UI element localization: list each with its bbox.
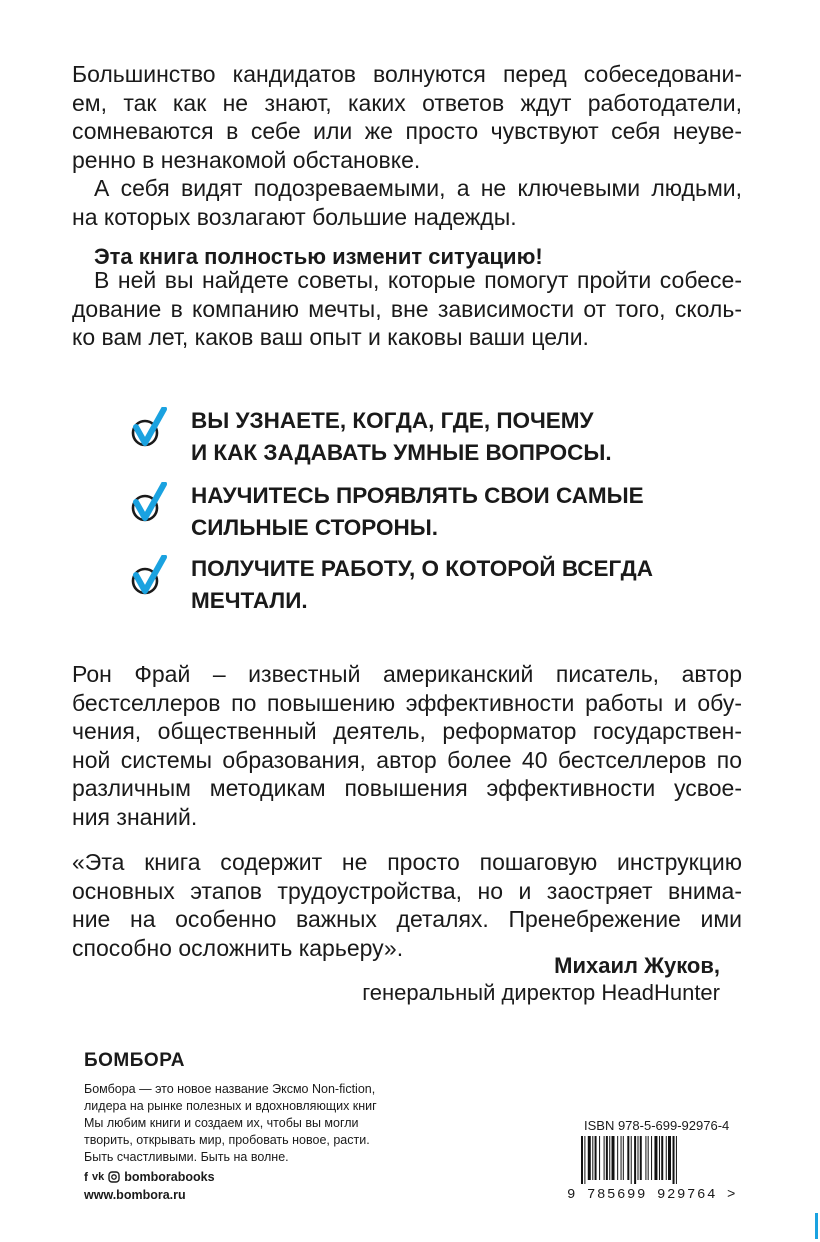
barcode-bar <box>673 1136 675 1184</box>
barcode-bar <box>617 1136 618 1180</box>
barcode-bar <box>634 1136 636 1184</box>
text-line: ния знаний. <box>72 803 198 830</box>
barcode-bar <box>584 1136 585 1184</box>
text-line: А себя видят подозреваемыми, а не ключевыми людьми, <box>94 175 742 201</box>
barcode-bar <box>612 1136 615 1180</box>
intro-paragraph <box>72 60 742 231</box>
text-line: дование в компанию мечты, вне зависимости от того, сколь- <box>72 295 742 322</box>
intro2-paragraph <box>72 266 742 352</box>
text-line: на которых возлагают большие надежды. <box>72 203 517 230</box>
text-line: ренно в незнакомой обстановке. <box>72 146 421 173</box>
text-line: ной системы образования, автор более 40 бестселлеров по <box>72 746 742 773</box>
quote-author-name: Михаил Жуков, <box>554 953 720 978</box>
text-line: сомневаются в себе или же просто чувствуют себя неуве- <box>72 118 742 144</box>
text-line: творить, открывать мир, пробовать новое, расти. <box>84 1133 370 1147</box>
bullet-line: ПОЛУЧИТЕ РАБОТУ, О КОТОРОЙ ВСЕГДА <box>191 556 653 581</box>
text-line: Рон Фрай – известный американский писатель, автор <box>72 661 742 687</box>
barcode-bar <box>599 1136 600 1180</box>
barcode-bar <box>609 1136 610 1180</box>
barcode-bar <box>631 1136 632 1184</box>
barcode-bar <box>676 1136 677 1184</box>
social-links <box>84 1170 215 1184</box>
barcode-bar <box>621 1136 622 1180</box>
bullet-text <box>191 405 731 469</box>
barcode-bar <box>606 1136 608 1180</box>
text-line: чения, общественный деятель, реформатор государствен- <box>72 718 742 744</box>
bullet-line: СИЛЬНЫЕ СТОРОНЫ. <box>191 515 439 540</box>
website-link[interactable]: www.bombora.ru <box>84 1188 186 1202</box>
text-line: Бомбора — это новое название Эксмо Non-fiction, <box>84 1082 376 1096</box>
text-line: бестселлеров по повышению эффективности работы и обу- <box>72 689 742 716</box>
barcode-bar <box>623 1136 624 1180</box>
barcode-bar <box>640 1136 642 1180</box>
text-line: ем, так как не знают, каких ответов ждут работодатели, <box>72 89 742 116</box>
publisher-logo: БОМБОРА <box>84 1050 185 1071</box>
checkmark-icon <box>128 555 172 599</box>
barcode-bar <box>592 1136 593 1180</box>
barcode-bar <box>627 1136 629 1180</box>
barcode-bar <box>595 1136 597 1180</box>
barcode-bar <box>588 1136 591 1180</box>
accent-edge-mark <box>815 1213 818 1239</box>
barcode-bar <box>668 1136 671 1180</box>
bullet-line: ВЫ УЗНАЕТЕ, КОГДА, ГДЕ, ПОЧЕМУ <box>191 408 594 433</box>
barcode-bar <box>666 1136 667 1180</box>
bullet-line: НАУЧИТЕСЬ ПРОЯВЛЯТЬ СВОИ САМЫЕ <box>191 483 644 508</box>
barcode-bar <box>651 1136 652 1180</box>
isbn-label: ISBN 978-5-699-92976-4 <box>584 1118 730 1133</box>
headline: Эта книга полностью изменит ситуацию! <box>94 244 543 269</box>
text-line: Большинство кандидатов волнуются перед собеседовани- <box>72 61 742 87</box>
bullet-line: МЕЧТАЛИ. <box>191 588 308 613</box>
text-line: Мы любим книги и создаем их, чтобы вы могли <box>84 1116 359 1130</box>
vk-icon[interactable]: vk <box>92 1171 105 1183</box>
author-paragraph <box>72 660 742 831</box>
text-line: различным методикам повышения эффективности усвое- <box>72 775 742 801</box>
text-line: «Эта книга содержит не просто пошаговую инструкцию <box>72 849 742 875</box>
text-line: ние на особенно важных деталях. Пренебрежение ими <box>72 906 742 932</box>
text-line: способно осложнить карьеру». <box>72 934 404 961</box>
barcode-image <box>580 1136 736 1184</box>
barcode-bar <box>661 1136 663 1180</box>
text-line: ко вам лет, каков ваш опыт и каковы ваши цели. <box>72 324 589 350</box>
barcode-bar <box>638 1136 639 1180</box>
instagram-icon[interactable] <box>108 1171 120 1183</box>
barcode-bar <box>645 1136 646 1180</box>
bullet-line: И КАК ЗАДАВАТЬ УМНЫЕ ВОПРОСЫ. <box>191 440 612 465</box>
barcode-bar <box>654 1136 657 1180</box>
text-line: лидера на рынке полезных и вдохновляющих книг <box>84 1099 377 1113</box>
social-handle[interactable]: bomborabooks <box>124 1170 215 1184</box>
facebook-icon[interactable]: f <box>84 1170 88 1184</box>
text-line: В ней вы найдете советы, которые помогут пройти собесе- <box>94 267 742 293</box>
text-line: Быть счастливыми. Быть на волне. <box>84 1150 289 1164</box>
checkmark-icon <box>128 482 172 526</box>
quote-author-role: генеральный директор HeadHunter <box>362 980 720 1005</box>
quote-paragraph <box>72 848 742 962</box>
publisher-description <box>84 1081 444 1166</box>
text-line: основных этапов трудоустройства, но и заостряет внима- <box>72 877 742 904</box>
barcode-bar <box>648 1136 649 1180</box>
checkmark-icon <box>128 407 172 451</box>
barcode-bar <box>581 1136 583 1184</box>
bullet-text <box>191 553 731 617</box>
barcode-bar <box>659 1136 660 1180</box>
barcode-bar <box>604 1136 605 1180</box>
bullet-text <box>191 480 731 544</box>
barcode-digits: 9 785699 929764 > <box>567 1187 738 1203</box>
